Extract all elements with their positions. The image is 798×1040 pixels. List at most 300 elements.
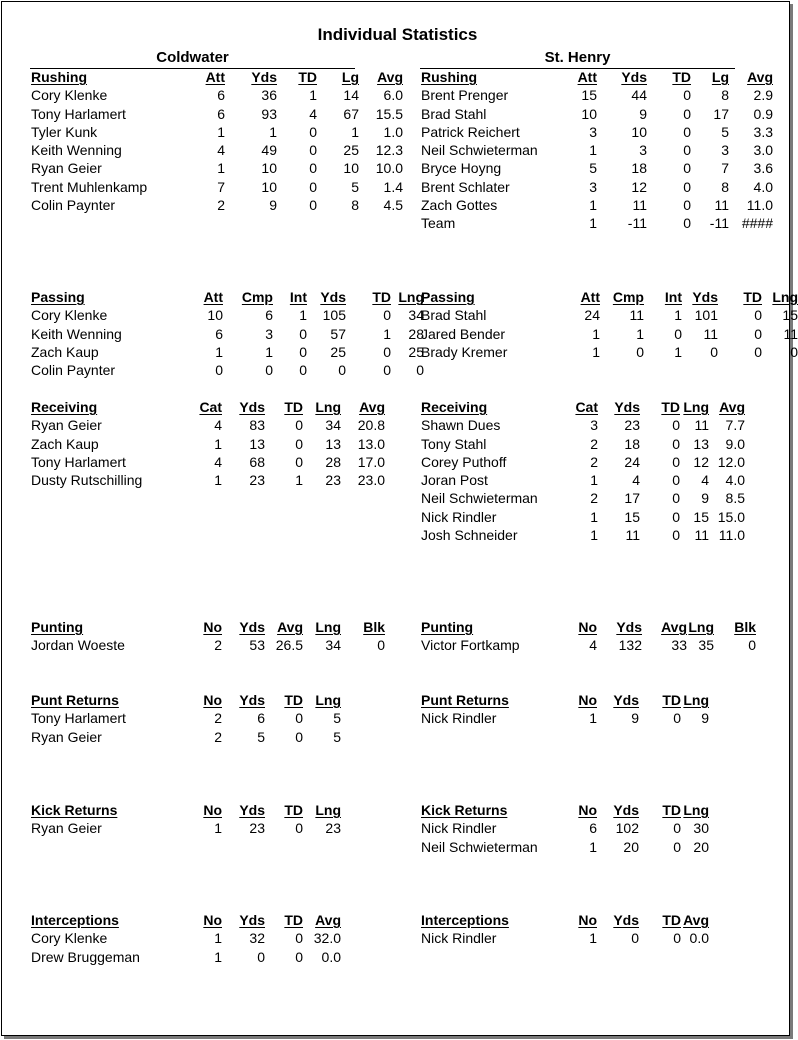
punt-returns-coldwater-table [31,691,341,746]
column-header: Yds [621,69,647,85]
stat-value: 7 [217,178,225,195]
stat-value: 10 [343,160,359,177]
column-header: Yds [613,912,639,928]
stat-value: 2 [217,197,225,214]
stat-value: 6 [215,325,223,342]
stat-value: 8 [721,87,729,104]
stat-value: 1 [590,472,598,489]
table-row [31,105,403,123]
table-row [31,471,385,489]
stat-value: 0 [683,105,691,122]
column-header: Yds [616,619,642,635]
table-row [421,105,773,123]
player-name: Patrick Reichert [421,123,520,140]
table-header-row [421,618,756,636]
column-header: Cat [199,399,222,415]
stat-value: 1 [636,325,644,342]
stat-value: 0 [257,948,265,965]
player-name: Dusty Rutschilling [31,472,143,489]
column-header: Lng [315,802,341,818]
stat-value: 0 [674,325,682,342]
stat-value: 5 [333,728,341,745]
stat-value: 11 [703,325,718,342]
column-header: TD [372,289,391,305]
player-name: Ryan Geier [31,417,102,434]
table-row [31,325,424,343]
stat-value: 0 [299,343,307,360]
stat-value: 4.0 [725,472,745,489]
table-row [421,838,709,856]
stat-value: 0 [710,343,718,360]
column-header: Blk [734,619,756,635]
stat-value: 5 [333,710,341,727]
table-row [421,306,798,324]
stat-value: 0 [672,435,680,452]
player-name: Jordan Woeste [31,637,125,654]
stat-value: 17 [624,490,640,507]
table-row [31,948,341,966]
column-header: No [203,802,222,818]
stat-value: 8 [351,197,359,214]
stat-value: 18 [631,160,647,177]
player-name: Tony Stahl [421,435,487,452]
stat-value: 0 [683,142,691,159]
stat-value: 6 [589,820,597,837]
column-header: Yds [239,692,265,708]
table-row [421,159,773,177]
stat-value: 2 [590,453,598,470]
stat-value: 1 [214,435,222,452]
stat-value: 13 [693,435,709,452]
stat-value: 0 [672,417,680,434]
stat-value: 9 [631,710,639,727]
column-header: Interceptions [421,912,509,928]
stat-value: 1 [590,527,598,544]
stat-value: 2 [214,710,222,727]
column-header: Lng [315,692,341,708]
player-name: Tyler Kunk [31,123,98,140]
table-row [31,178,403,196]
column-header: TD [284,802,303,818]
stat-value: 23 [249,820,265,837]
stat-value: 3 [265,325,273,342]
stat-value: 0 [683,215,691,232]
stat-value: 2 [590,490,598,507]
table-row [31,416,385,434]
stat-value: 0 [383,307,391,324]
player-name: Bryce Hoyng [421,160,502,177]
column-header: Receiving [31,399,98,415]
column-header: TD [284,692,303,708]
stat-value: 83 [249,417,265,434]
stat-value: 0 [683,123,691,140]
table-row [31,306,424,324]
table-header-row [31,801,341,819]
stat-value: 13.0 [357,435,385,452]
stat-value: 9 [639,105,647,122]
player-name: Colin Paynter [31,362,116,379]
table-row [421,123,773,141]
stat-value: 1 [214,930,222,947]
player-name: Shawn Dues [421,417,501,434]
stat-value: 5 [351,178,359,195]
stat-value: 23 [325,820,341,837]
stat-value: 23 [249,472,265,489]
kick-returns-sthenry-table [421,801,709,856]
column-header: TD [662,912,681,928]
stat-value: 0 [636,343,644,360]
player-name: Cory Klenke [31,87,108,104]
stat-value: 11 [714,197,729,214]
table-row [421,471,745,489]
table-row [421,435,745,453]
stat-value: 0 [295,453,303,470]
stat-value: 49 [261,142,277,159]
column-header: Avg [719,399,745,415]
stat-value: 11 [632,197,647,214]
stat-value: 7 [721,160,729,177]
stat-value: 0 [299,362,307,379]
stat-value: 1 [309,87,317,104]
stat-value: 0 [748,637,756,654]
column-header: No [203,619,222,635]
column-header: TD [672,69,691,85]
column-header: TD [661,399,680,415]
stat-value: 0 [295,435,303,452]
stat-value: 9 [701,710,709,727]
table-row [31,435,385,453]
interceptions-sthenry-table [421,911,709,948]
stat-value: 1 [295,472,303,489]
stat-value: 3.6 [753,160,773,177]
column-header: Avg [377,69,403,85]
stat-value: 28 [325,453,341,470]
player-name: Nick Rindler [421,930,497,947]
stat-value: 20.8 [357,417,385,434]
stat-value: 0 [295,417,303,434]
stat-value: 11 [783,325,798,342]
receiving-coldwater-table [31,398,385,489]
player-name: Nick Rindler [421,710,497,727]
player-name: Nick Rindler [421,820,497,837]
stat-value: 23 [624,417,640,434]
stat-value: 0 [673,710,681,727]
punt-returns-sthenry-table [421,691,709,728]
column-header: Avg [359,399,385,415]
stat-value: 0 [416,362,424,379]
column-header: Yds [239,399,265,415]
column-header: No [203,912,222,928]
stat-value: 23.0 [357,472,385,489]
stat-value: 0 [672,508,680,525]
column-header: TD [662,802,681,818]
table-header-row [421,398,745,416]
column-header: Cmp [241,289,273,305]
stat-value: 0 [309,178,317,195]
stat-value: 0 [295,728,303,745]
stat-value: 1 [590,508,598,525]
column-header: Lng [772,289,798,305]
stat-value: 10 [581,105,597,122]
player-name: Brad Stahl [421,105,487,122]
stat-value: 32 [249,930,265,947]
stat-value: 36 [261,87,277,104]
stat-value: 6 [217,87,225,104]
stat-value: 28 [408,325,424,342]
stat-value: 1 [589,838,597,855]
column-header: TD [662,692,681,708]
team-title-left: Coldwater [156,49,229,66]
stat-value: 4 [701,472,709,489]
column-header: Lng [683,399,709,415]
rushing-coldwater-table [31,68,403,214]
stat-value: -11 [627,215,647,232]
stat-value: 1 [383,325,391,342]
column-header: Receiving [421,399,488,415]
stat-value: 34 [325,417,341,434]
column-header: Att [203,289,223,305]
stat-value: 132 [618,637,642,654]
stat-value: 3 [589,178,597,195]
column-header: Rushing [31,69,87,85]
passing-sthenry-table [421,288,798,361]
stat-value: 4 [309,105,317,122]
table-row [31,453,385,471]
stat-value: 0 [295,948,303,965]
table-header-row [31,288,424,306]
table-row [421,325,798,343]
player-name: Jared Bender [421,325,506,342]
stat-value: 12 [693,453,709,470]
column-header: Int [289,289,307,305]
table-row [421,343,798,361]
stat-value: 0 [754,343,762,360]
stat-value: 10 [261,178,277,195]
table-header-row [31,398,385,416]
stat-value: 1 [215,343,223,360]
column-header: Att [205,69,225,85]
stat-value: 2 [590,435,598,452]
stat-value: 4 [217,142,225,159]
stat-value: 0 [790,343,798,360]
stat-value: 0 [683,160,691,177]
stat-value: 25 [343,142,359,159]
table-row [31,123,403,141]
player-name: Zach Kaup [31,435,99,452]
stat-value: 6.0 [383,87,403,104]
table-row [421,178,773,196]
stat-value: 67 [343,105,359,122]
table-header-row [421,68,773,86]
column-header: Blk [363,619,385,635]
stat-value: 0 [673,930,681,947]
column-header: No [578,692,597,708]
stat-value: 11.0 [718,527,745,544]
column-header: Cat [575,399,598,415]
stat-value: 0 [295,710,303,727]
column-header: Yds [613,692,639,708]
stat-value: 11 [694,417,709,434]
stat-value: 0 [383,362,391,379]
table-row [421,141,773,159]
stat-value: 0 [309,123,317,140]
column-header: Yds [320,289,346,305]
stat-value: 5 [721,123,729,140]
table-header-row [31,68,403,86]
stat-value: 6 [257,710,265,727]
stat-value: 10.0 [375,160,403,177]
table-row [421,453,745,471]
stat-value: 20 [623,838,639,855]
stat-value: 15 [782,307,798,324]
stat-value: 2 [214,637,222,654]
stat-value: 3 [721,142,729,159]
stat-value: 8.5 [725,490,745,507]
column-header: Avg [747,69,773,85]
stat-value: -11 [709,215,729,232]
stat-value: 1 [265,343,273,360]
table-row [421,636,756,654]
stat-value: 25 [408,343,424,360]
player-name: Brent Schlater [421,178,510,195]
stat-value: 4 [632,472,640,489]
table-row [31,159,403,177]
table-row [421,214,773,232]
table-row [421,709,709,727]
stat-value: 1 [592,325,600,342]
stat-value: 0 [215,362,223,379]
stat-value: 15 [581,87,597,104]
player-name: Tony Harlamert [31,453,126,470]
stat-value: 9 [701,490,709,507]
stat-value: 3.0 [753,142,773,159]
column-header: Att [580,289,600,305]
stat-value: 15.0 [717,508,745,525]
stat-value: 5 [257,728,265,745]
column-header: Rushing [421,69,477,85]
player-name: Keith Wenning [31,142,122,159]
player-name: Ryan Geier [31,728,102,745]
stat-value: 0 [754,307,762,324]
stat-value: 0.0 [689,930,709,947]
column-header: TD [284,399,303,415]
stat-value: 0 [673,838,681,855]
player-name: Brent Prenger [421,87,509,104]
stat-value: 0 [683,178,691,195]
column-header: Kick Returns [31,802,118,818]
stat-value: 32.0 [313,930,341,947]
column-header: Punt Returns [421,692,509,708]
table-row [31,86,403,104]
column-header: TD [284,912,303,928]
stat-value: 14 [343,87,359,104]
stat-value: 3 [589,123,597,140]
column-header: Kick Returns [421,802,508,818]
column-header: Lng [315,399,341,415]
player-name: Neil Schwieterman [421,838,538,855]
stat-value: 6 [265,307,273,324]
stat-value: 0 [672,527,680,544]
stat-value: 4.5 [383,197,403,214]
stat-value: 1 [674,307,682,324]
table-header-row [421,691,709,709]
column-header: Lng [398,289,424,305]
receiving-sthenry-table [421,398,745,544]
player-name: Trent Muhlenkamp [31,178,148,195]
table-header-row [31,691,341,709]
stat-value: 24 [624,453,640,470]
column-header: Lng [683,802,709,818]
table-row [31,819,341,837]
stat-value: 9 [269,197,277,214]
team-title-right: St. Henry [544,49,611,66]
stat-value: 1 [589,142,597,159]
stat-value: 23 [325,472,341,489]
stat-value: 1 [214,948,222,965]
column-header: Punting [31,619,84,635]
player-name: Brad Stahl [421,307,487,324]
table-row [31,636,385,654]
stat-value: 1 [351,123,359,140]
stat-value: 53 [249,637,265,654]
stat-value: 11.0 [746,197,773,214]
stat-value: 10 [631,123,647,140]
column-header: Yds [614,399,640,415]
kick-returns-coldwater-table [31,801,341,838]
column-header: Yds [613,802,639,818]
player-name: Corey Puthoff [421,453,507,470]
stat-value: 15.5 [375,105,403,122]
stat-value: 0 [683,197,691,214]
punting-coldwater-table [31,618,385,655]
stat-value: 2.9 [753,87,773,104]
stat-value: 7.7 [725,417,745,434]
stat-value: 1.0 [383,123,403,140]
column-header: Passing [31,289,85,305]
stat-value: 34 [408,307,424,324]
table-header-row [421,911,709,929]
stat-value: 26.5 [275,637,303,654]
stat-value: 1 [214,820,222,837]
player-name: Victor Fortkamp [421,637,520,654]
table-row [421,819,709,837]
stat-value: 2 [214,728,222,745]
player-name: Ryan Geier [31,160,102,177]
stat-value: 1 [217,123,225,140]
column-header: Yds [692,289,718,305]
player-name: Neil Schwieterman [421,142,538,159]
stat-value: 1 [217,160,225,177]
column-header: Lg [711,69,729,85]
stat-value: 3.3 [753,123,773,140]
stat-value: 20 [693,838,709,855]
punting-sthenry-table [421,618,756,655]
stat-value: 0 [672,490,680,507]
stat-value: 17 [713,105,729,122]
stat-value: 25 [330,343,346,360]
stat-value: 0 [631,930,639,947]
stat-value: #### [741,215,773,232]
stat-value: 68 [249,453,265,470]
stat-value: 57 [330,325,346,342]
player-name: Drew Bruggeman [31,948,140,965]
column-header: No [578,802,597,818]
stat-value: 93 [261,105,277,122]
column-header: Yds [239,912,265,928]
stat-value: 0 [309,197,317,214]
stat-value: 0 [265,362,273,379]
table-header-row [421,801,709,819]
